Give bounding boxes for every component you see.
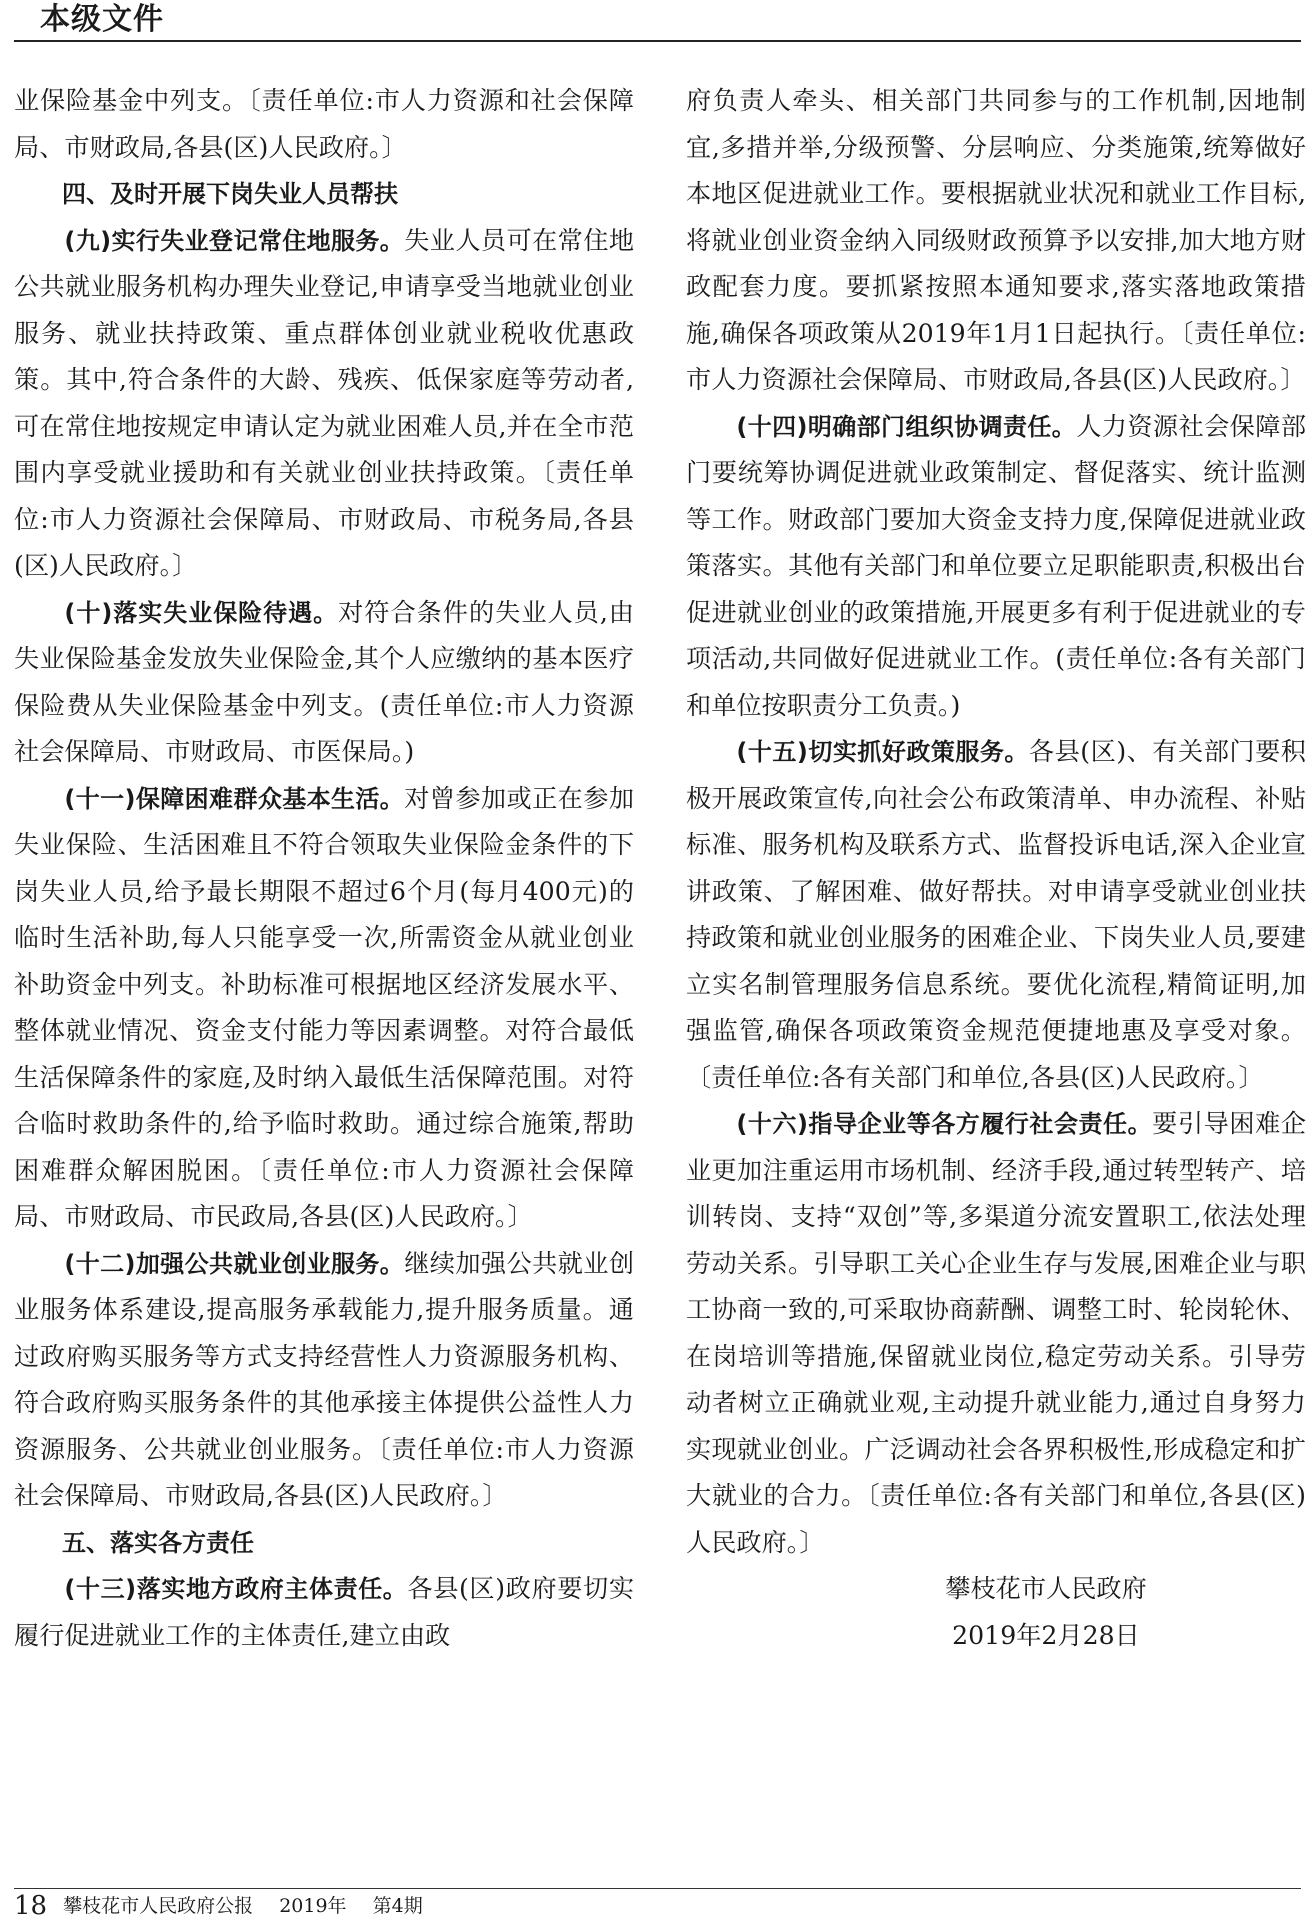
item-12-lead: (十二)加强公共就业创业服务。 [64,1249,405,1278]
publication-name: 攀枝花市人民政府公报 [63,1895,254,1917]
item-11-lead: (十一)保障困难群众基本生活。 [64,784,405,813]
item-9-body: 失业人员可在常住地公共就业服务机构办理失业登记,申请享受当地就业创业服务、就业扶持政策、重点群体创业就业税收优惠政策。其中,符合条件的大龄、残疾、低保家庭等劳动者,可在常住地按规定申请认定为就业困难人员,并在全市范围内享受就业援助和有关就业创业扶持政策。〔责任单位:市人力资源社会保障局、市财政局、市税务局,各县(区)人民政府。〕 [14,225,634,580]
right-column [686,78,1306,1659]
item-11-body: 对曾参加或正在参加失业保险、生活困难且不符合领取失业保险金条件的下岗失业人员,给予最长期限不超过6个月(每月400元)的临时生活补助,每人只能享受一次,所需资金从就业创业补助资金中列支。补助标准可根据地区经济发展水平、整体就业情况、资金支付能力等因素调整。对符合最低生活保障条件的家庭,及时纳入最低生活保障范围。对符合临时救助条件的,给予临时救助。通过综合施策,帮助困难群众解困脱困。〔责任单位:市人力资源社会保障局、市财政局、市民政局,各县(区)人民政府。〕 [14,783,634,1231]
publication-issue: 第4期 [372,1895,423,1917]
page-number: 18 [14,1891,48,1921]
page-footer [14,1891,423,1921]
paragraph-item-15 [686,729,1306,1101]
paragraph-continuation: 业保险基金中列支。〔责任单位:市人力资源和社会保障局、市财政局,各县(区)人民政府。〕 [14,86,634,162]
item-14-lead: (十四)明确部门组织协调责任。 [736,412,1077,441]
page-header-title: 本级文件 [40,2,164,37]
paragraph-item-11 [14,776,634,1241]
item-13-lead: (十三)落实地方政府主体责任。 [64,1575,408,1603]
signature-issuer: 攀枝花市人民政府 [945,1574,1147,1603]
item-15-lead: (十五)切实抓好政策服务。 [736,738,1029,766]
item-16-lead: (十六)指导企业等各方履行社会责任。 [736,1110,1153,1138]
item-14-body: 人力资源社会保障部门要统筹协调促进就业政策制定、督促落实、统计监测等工作。财政部门要加大资金支持力度,保障促进就业政策落实。其他有关部门和单位要立足职能职责,积极出台促进就业创业的政策措施,开展更多有利于促进就业的专项活动,共同做好促进就业工作。(责任单位:各有关部门和单位按职责分工负责。) [686,411,1306,720]
item-10-body: 对符合条件的失业人员,由失业保险基金发放失业保险金,其个人应缴纳的基本医疗保险费从失业保险基金中列支。(责任单位:市人力资源社会保障局、市财政局、市医保局。) [14,597,634,766]
item-12-body: 继续加强公共就业创业服务体系建设,提高服务承载能力,提升服务质量。通过政府购买服务等方式支持经营性人力资源服务机构、符合政府购买服务条件的其他承接主体提供公益性人力资源服务、公共就业创业服务。〔责任单位:市人力资源社会保障局、市财政局,各县(区)人民政府。〕 [14,1248,634,1510]
signature-date: 2019年2月28日 [952,1620,1140,1650]
item-9-lead: (九)实行失业登记常住地服务。 [64,226,405,255]
paragraph-item-10 [14,590,634,776]
section-heading-4: 四、及时开展下岗失业人员帮扶 [62,180,398,208]
paragraph-item-16 [686,1101,1306,1566]
item-15-body: 各县(区)、有关部门要积极开展政策宣传,向社会公布政策清单、申办流程、补贴标准、服务机构及联系方式、监督投诉电话,深入企业宣讲政策、了解困难、做好帮扶。对申请享受就业创业扶持政策和就业创业服务的困难企业、下岗失业人员,要建立实名制管理服务信息系统。要优化流程,精简证明,加强监管,确保各项政策资金规范便捷地惠及享受对象。〔责任单位:各有关部门和单位,各县(区)人民政府。〕 [686,737,1306,1092]
item-13-body: 各县(区)政府要切实履行促进就业工作的主体责任,建立由政 [14,1574,635,1650]
paragraph-item-12 [14,1241,634,1520]
paragraph-item-13 [14,1566,634,1659]
left-column [14,78,634,1659]
footer-divider [14,1888,1301,1889]
item-10-lead: (十)落实失业保险待遇。 [64,598,339,627]
paragraph-item-9 [14,218,634,590]
publication-year: 2019年 [279,1895,347,1917]
header-divider [14,40,1301,42]
paragraph-item-13-continued: 府负责人牵头、相关部门共同参与的工作机制,因地制宜,多措并举,分级预警、分层响应、分类施策,统筹做好本地区促进就业工作。要根据就业状况和就业工作目标,将就业创业资金纳入同级财政预算予以安排,加大地方财政配套力度。要抓紧按照本通知要求,落实落地政策措施,确保各项政策从2019年1月1日起执行。〔责任单位:市人力资源社会保障局、市财政局,各县(区)人民政府。〕 [686,86,1306,394]
section-heading-5: 五、落实各方责任 [62,1528,254,1557]
paragraph-item-14 [686,404,1306,730]
item-16-body: 要引导困难企业更加注重运用市场机制、经济手段,通过转型转产、培训转岗、支持“双创”等,多渠道分流安置职工,依法处理劳动关系。引导职工关心企业生存与发展,困难企业与职工协商一致的,可采取协商薪酬、调整工时、轮岗轮休、在岗培训等措施,保留就业岗位,稳定劳动关系。引导劳动者树立正确就业观,主动提升就业能力,通过自身努力实现就业创业。广泛调动社会各界积极性,形成稳定和扩大就业的合力。〔责任单位:各有关部门和单位,各县(区)人民政府。〕 [686,1109,1307,1557]
